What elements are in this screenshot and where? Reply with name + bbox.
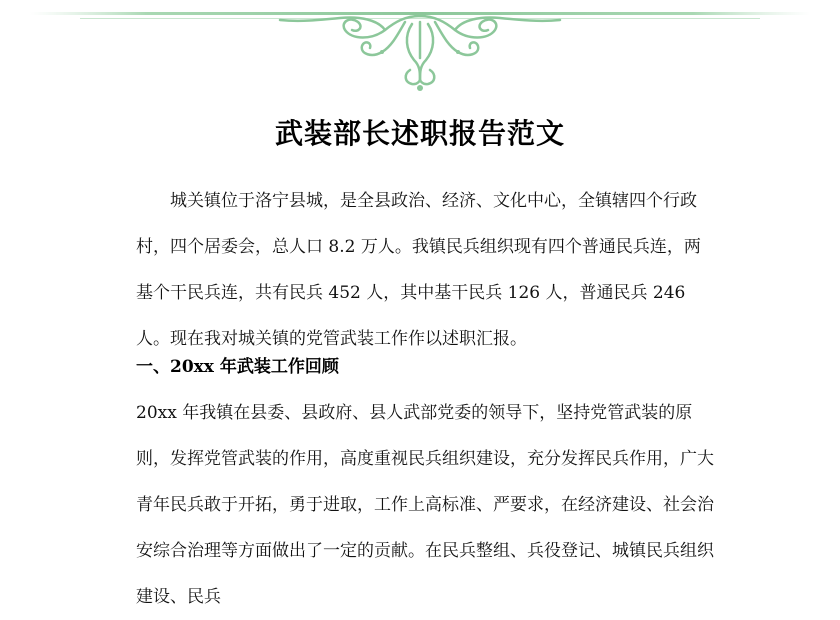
document-title: 武装部长述职报告范文 [274, 117, 565, 150]
decorative-header-ornament [0, 0, 840, 95]
review-paragraph: 20xx 年我镇在县委、县政府、县人武部党委的领导下，坚持党管武装的原则，发挥党管武装的作用，高度重视民兵组织建设，充分发挥民兵作用，广大青年民兵敢于开拓，勇于进取，工作上高标准、严要求，在经济建设、社会治安综合治理等方面做出了一定的贡献。在民兵整组、兵役登记、城镇民兵组织建设、民兵 [136, 403, 714, 607]
section-heading: 一、20xx 年武装工作回顾 [136, 357, 339, 377]
intro-paragraph: 城关镇位于洛宁县城，是全县政治、经济、文化中心，全镇辖四个行政村，四个居委会，总人口 8.2 万人。我镇民兵组织现有四个普通民兵连，两基个干民兵连，共有民兵 452 人，其中基干民兵 126 人，普通民兵 246 人。现在我对城关镇的党管武装工作作以述职汇报。 [136, 191, 701, 349]
